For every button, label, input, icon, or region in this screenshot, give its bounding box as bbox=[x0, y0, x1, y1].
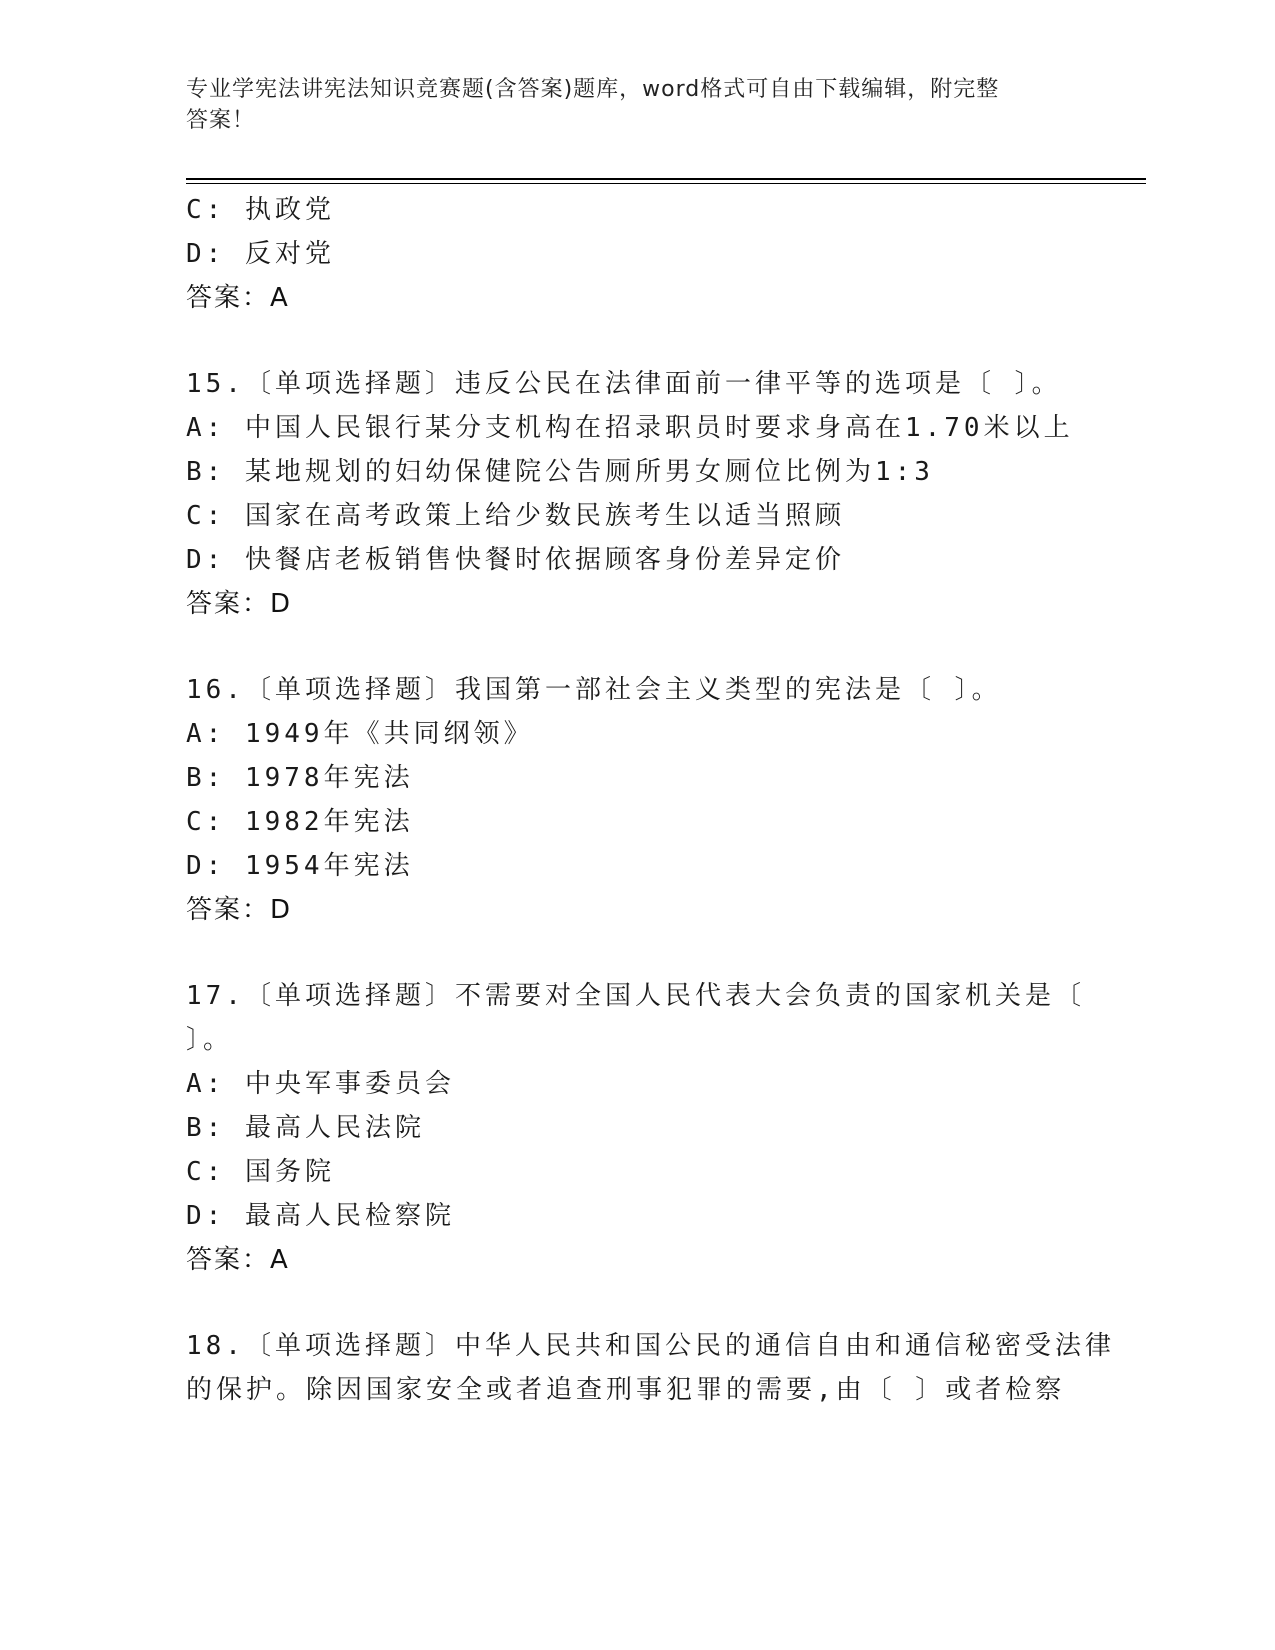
q15-option-c: C: 国家在高考政策上给少数民族考生以适当照顾 bbox=[186, 501, 845, 531]
q17-option-b: B: 最高人民法院 bbox=[186, 1113, 425, 1143]
q17-stem-line-2: 〕。 bbox=[186, 1025, 234, 1055]
q16-option-d: D: 1954年宪法 bbox=[186, 851, 414, 881]
q14-option-c: C: 执政党 bbox=[186, 195, 335, 225]
q17-answer: 答案：A bbox=[186, 1245, 290, 1275]
q16-option-c: C: 1982年宪法 bbox=[186, 807, 414, 837]
document-header bbox=[186, 74, 1066, 136]
q17-option-c: C: 国务院 bbox=[186, 1157, 335, 1187]
header-line-1: 专业学宪法讲宪法知识竞赛题(含答案)题库，word格式可自由下载编辑，附完整 bbox=[186, 77, 1000, 102]
q16-stem: 16.〔单项选择题〕我国第一部社会主义类型的宪法是〔 〕。 bbox=[186, 675, 1002, 705]
q18-stem-line-2: 的保护。除因国家安全或者追查刑事犯罪的需要,由〔 〕或者检察 bbox=[186, 1375, 1066, 1405]
q16-option-a: A: 1949年《共同纲领》 bbox=[186, 719, 534, 749]
q14-option-d: D: 反对党 bbox=[186, 239, 335, 269]
q17-option-d: D: 最高人民检察院 bbox=[186, 1201, 455, 1231]
q16-option-b: B: 1978年宪法 bbox=[186, 763, 414, 793]
q15-answer: 答案：D bbox=[186, 589, 293, 619]
q15-option-a: A: 中国人民银行某分支机构在招录职员时要求身高在1.70米以上 bbox=[186, 413, 1074, 443]
q16-answer: 答案：D bbox=[186, 895, 293, 925]
q15-option-b: B: 某地规划的妇幼保健院公告厕所男女厕位比例为1:3 bbox=[186, 457, 934, 487]
q18-stem-line-1: 18.〔单项选择题〕中华人民共和国公民的通信自由和通信秘密受法律 bbox=[186, 1331, 1115, 1361]
q15-option-d: D: 快餐店老板销售快餐时依据顾客身份差异定价 bbox=[186, 545, 845, 575]
q17-stem-line-1: 17.〔单项选择题〕不需要对全国人民代表大会负责的国家机关是〔 bbox=[186, 981, 1085, 1011]
header-divider-thick bbox=[186, 178, 1146, 180]
q15-stem: 15.〔单项选择题〕违反公民在法律面前一律平等的选项是〔 〕。 bbox=[186, 369, 1062, 399]
header-divider-thin bbox=[186, 183, 1146, 184]
header-line-2: 答案！ bbox=[186, 108, 256, 133]
q17-option-a: A: 中央军事委员会 bbox=[186, 1069, 455, 1099]
q14-answer: 答案：A bbox=[186, 283, 290, 313]
